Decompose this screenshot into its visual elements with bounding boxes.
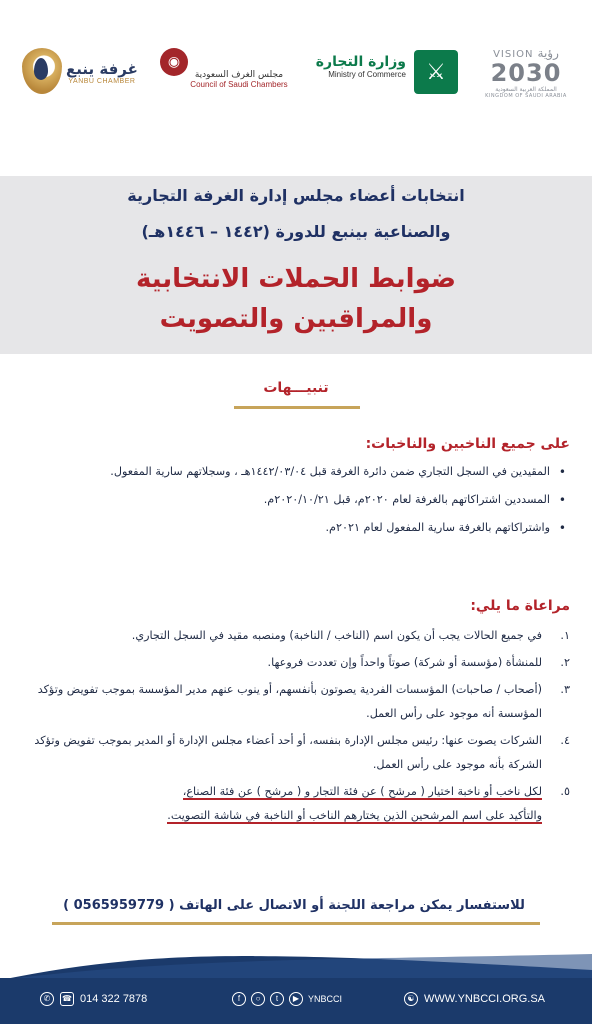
inquiry-text: للاستفسار يمكن مراجعة اللجنة أو الاتصال على الهاتف ( 0565959779 ) bbox=[63, 898, 525, 913]
footer-social bbox=[232, 992, 342, 1006]
globe-icon: ☯ bbox=[404, 992, 418, 1006]
notices-divider bbox=[234, 406, 360, 409]
vision-year: 2030 bbox=[490, 58, 562, 87]
instagram-icon[interactable]: ○ bbox=[251, 992, 265, 1006]
social-handle: YNBCCI bbox=[308, 994, 343, 1004]
list-item bbox=[18, 678, 570, 726]
chamber-drop-icon bbox=[34, 58, 48, 80]
rule-text: (أصحاب / صاحبات) المؤسسات الفردية يصوتون بأنفسهم، أو ينوب عنهم مدير المؤسسة بموجب تفويض وتؤكد المؤسسة أنه موجود على رأس العمل. bbox=[37, 683, 542, 720]
vision-sub-ar: المملكة العربية السعودية bbox=[495, 85, 557, 93]
rule-number: ٥. bbox=[560, 785, 570, 798]
section-observe-title: مراعاة ما يلي: bbox=[470, 598, 570, 614]
list-item: • المسددين اشتراكاتهم بالغرفة لعام ٢٠٢٠م، قبل ٢٠٢٠/١٠/٢١م. bbox=[18, 488, 570, 512]
main-heading-1: ضوابط الحملات الانتخابية bbox=[135, 264, 457, 294]
facebook-icon[interactable]: f bbox=[232, 992, 246, 1006]
twitter-icon[interactable]: t bbox=[270, 992, 284, 1006]
footer-website[interactable] bbox=[404, 992, 545, 1006]
notices-heading: تنبيـــهات bbox=[263, 380, 329, 396]
rules-list bbox=[18, 624, 570, 831]
list-item: • المقيدين في السجل التجاري ضمن دائرة الغرفة قبل ١٤٤٢/٠٣/٠٤هـ ، وسجلاتهم سارية المفعول. bbox=[18, 460, 570, 484]
vision-sub-en: KINGDOM OF SAUDI ARABIA bbox=[485, 92, 567, 99]
rule-number: ٤. bbox=[560, 734, 570, 747]
list-item: • واشتراكاتهم بالغرفة سارية المفعول لعام ٢٠٢١م. bbox=[18, 516, 570, 540]
logo-header bbox=[0, 0, 592, 150]
council-arabic: مجلس الغرف السعودية bbox=[194, 70, 284, 80]
footer-phone[interactable] bbox=[40, 992, 147, 1006]
rule-text-highlight: لكل ناخب أو ناخبة اختيار ( مرشح ) عن فئة التجار و ( مرشح ) عن فئة الصناع، bbox=[182, 785, 542, 798]
ministry-of-commerce-logo bbox=[308, 40, 458, 104]
council-of-saudi-chambers-logo bbox=[160, 40, 292, 104]
rule-text: للمنشأة (مؤسسة أو شركة) صوتاً واحداً وإن تعددت فروعها. bbox=[267, 656, 542, 669]
chamber-english: YANBU CHAMBER bbox=[68, 78, 136, 85]
phone-number: 014 322 7878 bbox=[80, 993, 148, 1005]
main-heading-2: والمراقبين والتصويت bbox=[159, 304, 433, 334]
vision-arabic: رؤية bbox=[537, 45, 559, 60]
vision-label: VISION bbox=[493, 48, 534, 60]
yanbu-chamber-logo bbox=[22, 40, 140, 104]
list-item bbox=[18, 624, 570, 648]
council-emblem-icon: ◉ bbox=[160, 48, 188, 76]
whatsapp-icon: ✆ bbox=[40, 992, 54, 1006]
moc-arabic: وزارة التجارة bbox=[315, 54, 406, 70]
title-line-1: انتخابات أعضاء مجلس إدارة الغرفة التجارية bbox=[127, 186, 465, 205]
title-line-2: والصناعية بينبع للدورة (١٤٤٢ – ١٤٤٦هـ) bbox=[141, 222, 451, 241]
vision-2030-logo bbox=[478, 40, 574, 104]
footer-wave bbox=[0, 950, 592, 980]
rule-text: في جميع الحالات يجب أن يكون اسم (الناخب / الناخبة) ومنصبه مقيد في السجل التجاري. bbox=[131, 629, 542, 642]
list-item bbox=[18, 780, 570, 828]
phone-icon: ☎ bbox=[60, 992, 74, 1006]
inquiry-divider bbox=[52, 922, 540, 925]
website-url: WWW.YNBCCI.ORG.SA bbox=[424, 993, 545, 1005]
title-band bbox=[0, 176, 592, 354]
rule-text-highlight: والتأكيد على اسم المرشحين الذين يختارهم الناخب أو الناخبة في شاشة التصويت. bbox=[167, 809, 542, 822]
list-item bbox=[18, 651, 570, 675]
voters-requirements-list bbox=[18, 460, 570, 544]
chamber-arabic: غرفة ينبع bbox=[66, 60, 138, 78]
rule-number: ٣. bbox=[560, 683, 570, 696]
rule-text: الشركات يصوت عنها: رئيس مجلس الإدارة بنفسه، أو أحد أعضاء مجلس الإدارة أو المدير بموجب تفويض وتؤكد الشركة بأنه موجود على رأس العمل. bbox=[34, 734, 542, 771]
rule-number: ١. bbox=[560, 629, 570, 642]
palm-swords-icon: ⚔ bbox=[414, 50, 458, 94]
list-item bbox=[18, 729, 570, 777]
moc-english: Ministry of Commerce bbox=[328, 70, 406, 79]
youtube-icon[interactable]: ▶ bbox=[289, 992, 303, 1006]
footer-bar bbox=[0, 978, 592, 1024]
section-voters-title: على جميع الناخبين والناخبات: bbox=[365, 436, 570, 452]
council-english: Council of Saudi Chambers bbox=[190, 80, 288, 89]
rule-number: ٢. bbox=[560, 656, 570, 669]
